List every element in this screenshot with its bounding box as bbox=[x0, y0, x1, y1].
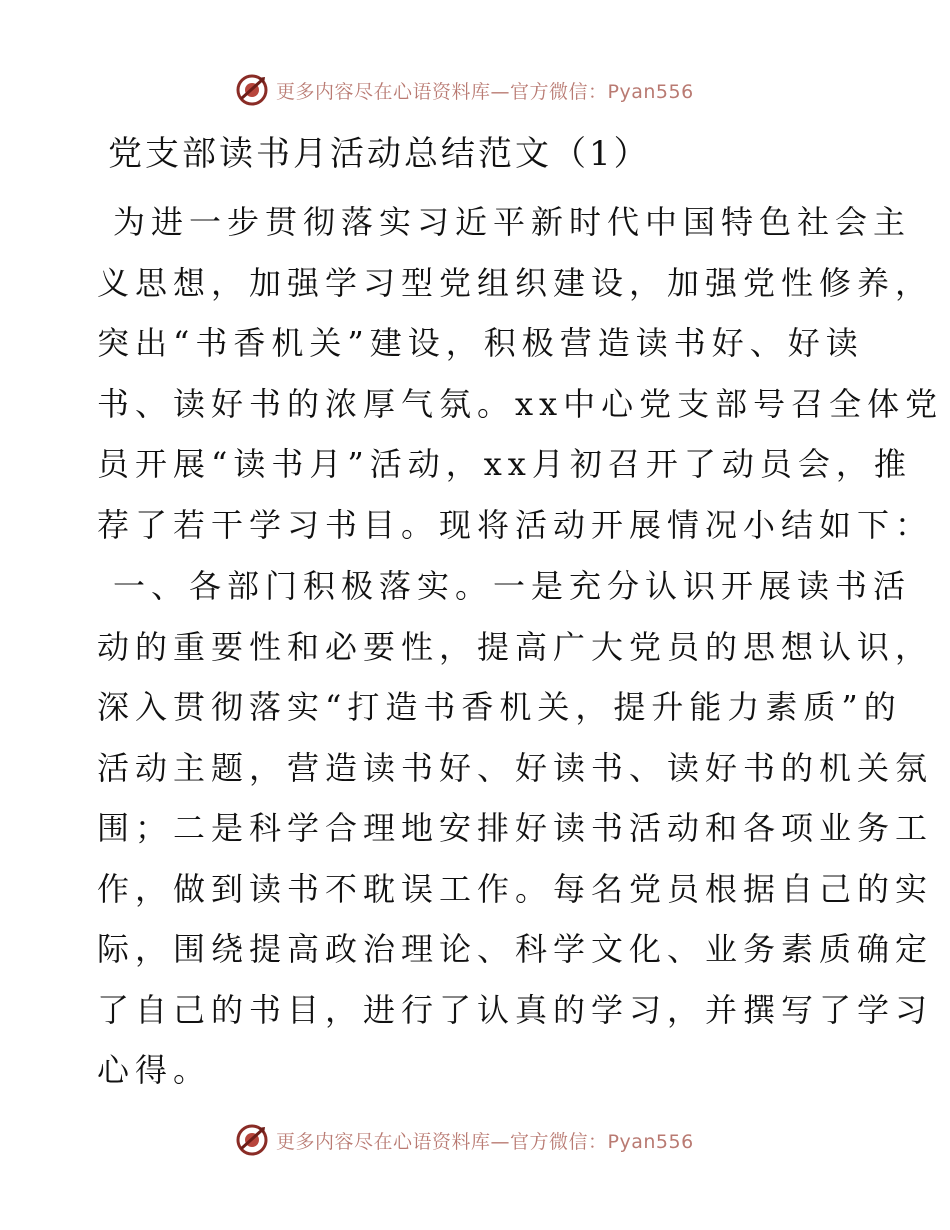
text-line: 作，做到读书不耽误工作。每名党员根据自己的实 bbox=[97, 869, 934, 908]
text-line: 深入贯彻落实“打造书香机关，提升能力素质”的 bbox=[97, 688, 902, 726]
text-line: 书、读好书的浓厚气氛。xx中心党支部号召全体党 bbox=[97, 384, 944, 423]
paragraph-section-one bbox=[97, 562, 934, 1107]
text-line: 围；二是科学合理地安排好读书活动和各项业务工 bbox=[97, 809, 934, 847]
footer-banner-text: 更多内容尽在心语资料库—官方微信：Pyan556 bbox=[276, 1130, 694, 1153]
brand-logo-icon bbox=[234, 72, 270, 108]
header-banner bbox=[234, 70, 694, 110]
text-line: 突出“书香机关”建设，积极营造读书好、好读 bbox=[97, 324, 864, 362]
text-line: 动的重要性和必要性，提高广大党员的思想认识， bbox=[97, 627, 934, 666]
document-title: 党支部读书月活动总结范文（1） bbox=[108, 134, 651, 174]
paragraph-intro bbox=[97, 198, 944, 561]
text-line: 活动主题，营造读书好、好读书、读好书的机关氛 bbox=[97, 748, 934, 787]
text-line: 义思想，加强学习型党组织建设，加强党性修养， bbox=[97, 263, 934, 302]
text-line: 员开展“读书月”活动，xx月初召开了动员会，推 bbox=[97, 445, 912, 483]
header-banner-text: 更多内容尽在心语资料库—官方微信：Pyan556 bbox=[276, 80, 694, 103]
text-line: 为进一步贯彻落实习近平新时代中国特色社会主 bbox=[113, 203, 912, 241]
text-line: 一、各部门积极落实。一是充分认识开展读书活 bbox=[113, 567, 912, 605]
brand-logo-icon bbox=[234, 1122, 270, 1158]
text-line: 了自己的书目，进行了认真的学习，并撰写了学习 bbox=[97, 990, 934, 1029]
text-line: 心得。 bbox=[97, 1051, 212, 1089]
footer-banner bbox=[234, 1120, 694, 1160]
text-line: 际，围绕提高政治理论、科学文化、业务素质确定 bbox=[97, 930, 934, 968]
text-line: 荐了若干学习书目。现将活动开展情况小结如下： bbox=[97, 505, 934, 544]
